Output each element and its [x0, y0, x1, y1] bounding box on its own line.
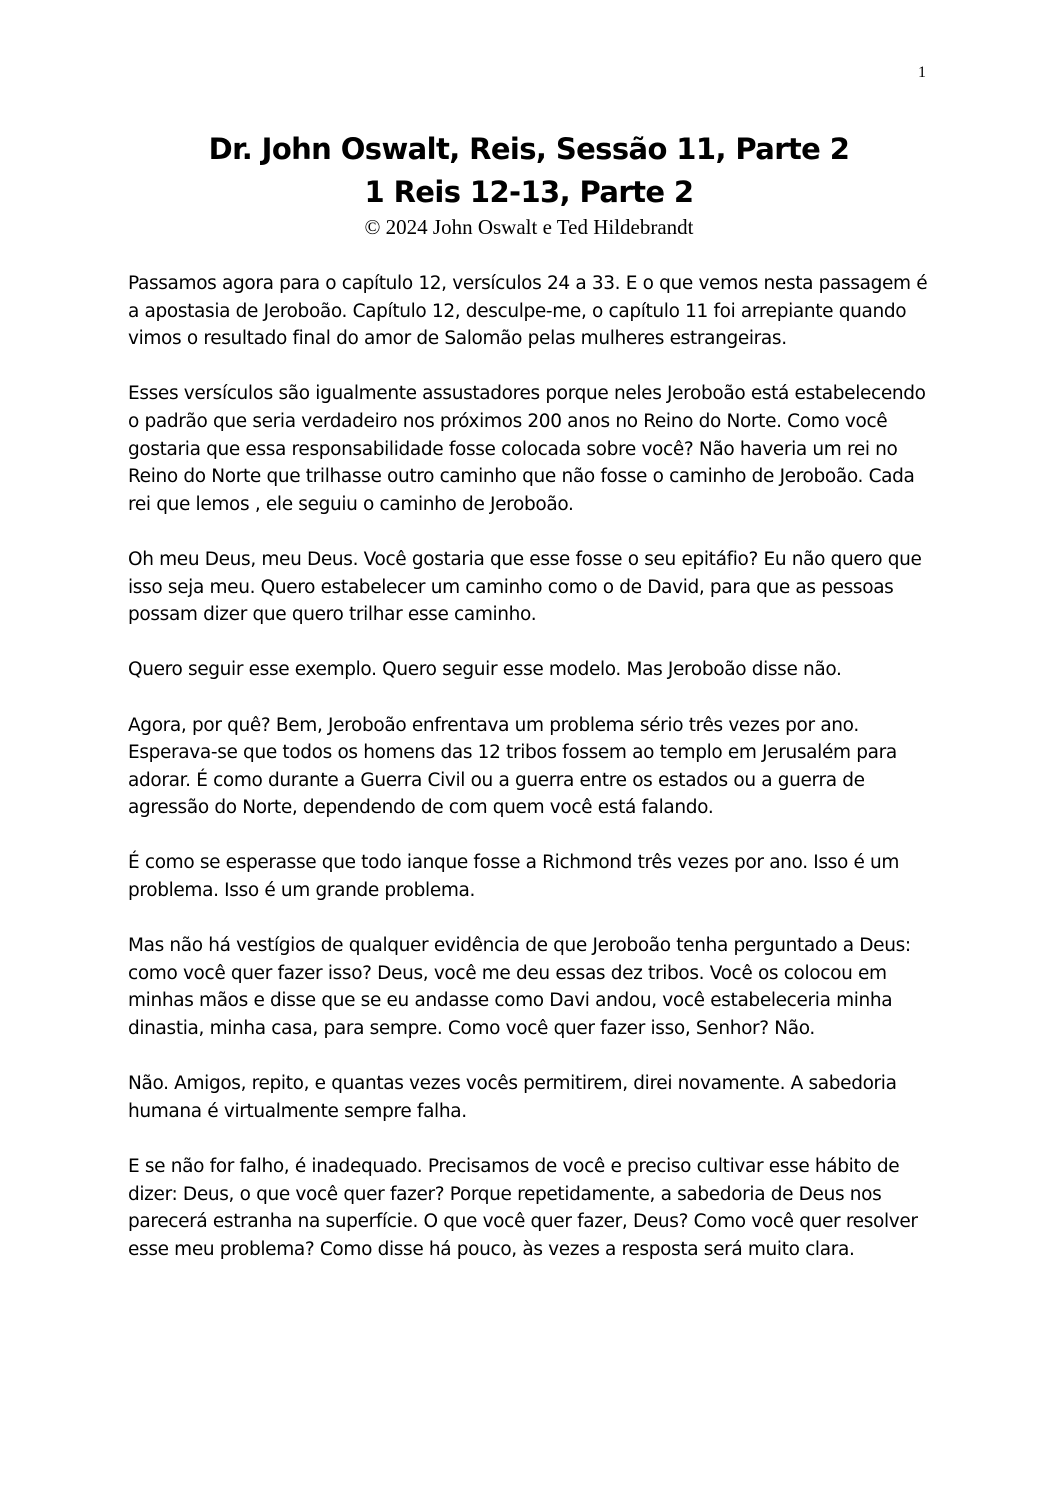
document-body — [128, 270, 936, 1291]
paragraph: Mas não há vestígios de qualquer evidência de que Jeroboão tenha perguntado a Deus: como você quer fazer isso? Deus, você me deu essas dez tribos. Você os colocou em minhas mãos e disse que se eu andasse como Davi andou, você estabeleceria minha dinastia, minha casa, para sempre. Como você quer fazer isso, Senhor? Não. — [128, 935, 911, 1040]
document-title: Dr. John Oswalt, Reis, Sessão 11, Parte 2 — [208, 132, 850, 166]
document-subtitle: 1 Reis 12-13, Parte 2 — [364, 175, 694, 209]
paragraph: Esses versículos são igualmente assustadores porque neles Jeroboão está estabelecendo o padrão que seria verdadeiro nos próximos 200 anos no Reino do Norte. Como você gostaria que essa responsabilidade fosse colocada sobre você? Não haveria um rei no Reino do Norte que trilhasse outro caminho que não fosse o caminho de Jeroboão. Cada rei que lemos , ele seguiu o caminho de Jeroboão. — [128, 383, 926, 515]
paragraph: Não. Amigos, repito, e quantas vezes vocês permitirem, direi novamente. A sabedoria humana é virtualmente sempre falha. — [128, 1073, 897, 1122]
document-header — [0, 128, 1058, 240]
paragraph: E se não for falho, é inadequado. Precisamos de você e preciso cultivar esse hábito de dizer: Deus, o que você quer fazer? Porque repetidamente, a sabedoria de Deus nos parecerá estranha na superfície. O que você quer fazer, Deus? Como você quer resolver esse meu problema? Como disse há pouco, às vezes a resposta será muito clara. — [128, 1156, 918, 1260]
paragraph: Agora, por quê? Bem, Jeroboão enfrentava um problema sério três vezes por ano. Esperava-se que todos os homens das 12 tribos fossem ao templo em Jerusalém para adorar. É como durante a Guerra Civil ou a guerra entre os estados ou a guerra de agressão do Norte, dependendo de com quem você está falando. — [128, 714, 897, 819]
page-number: 1 — [918, 64, 926, 81]
paragraph: Passamos agora para o capítulo 12, versículos 24 a 33. E o que vemos nesta passagem é a apostasia de Jeroboão. Capítulo 12, desculpe-me, o capítulo 11 foi arrepiante quando vimos o resultado final do amor de Salomão pelas mulheres estrangeiras. — [128, 273, 928, 350]
paragraph: Oh meu Deus, meu Deus. Você gostaria que esse fosse o seu epitáfio? Eu não quero que isso seja meu. Quero estabelecer um caminho como o de David, para que as pessoas possam dizer que quero trilhar esse caminho. — [128, 548, 922, 626]
paragraph: É como se esperasse que todo ianque fosse a Richmond três vezes por ano. Isso é um problema. Isso é um grande problema. — [128, 852, 900, 902]
copyright-notice: © 2024 John Oswalt e Ted Hildebrandt — [364, 215, 694, 239]
paragraph: Quero seguir esse exemplo. Quero seguir esse modelo. Mas Jeroboão disse não. — [128, 659, 842, 681]
